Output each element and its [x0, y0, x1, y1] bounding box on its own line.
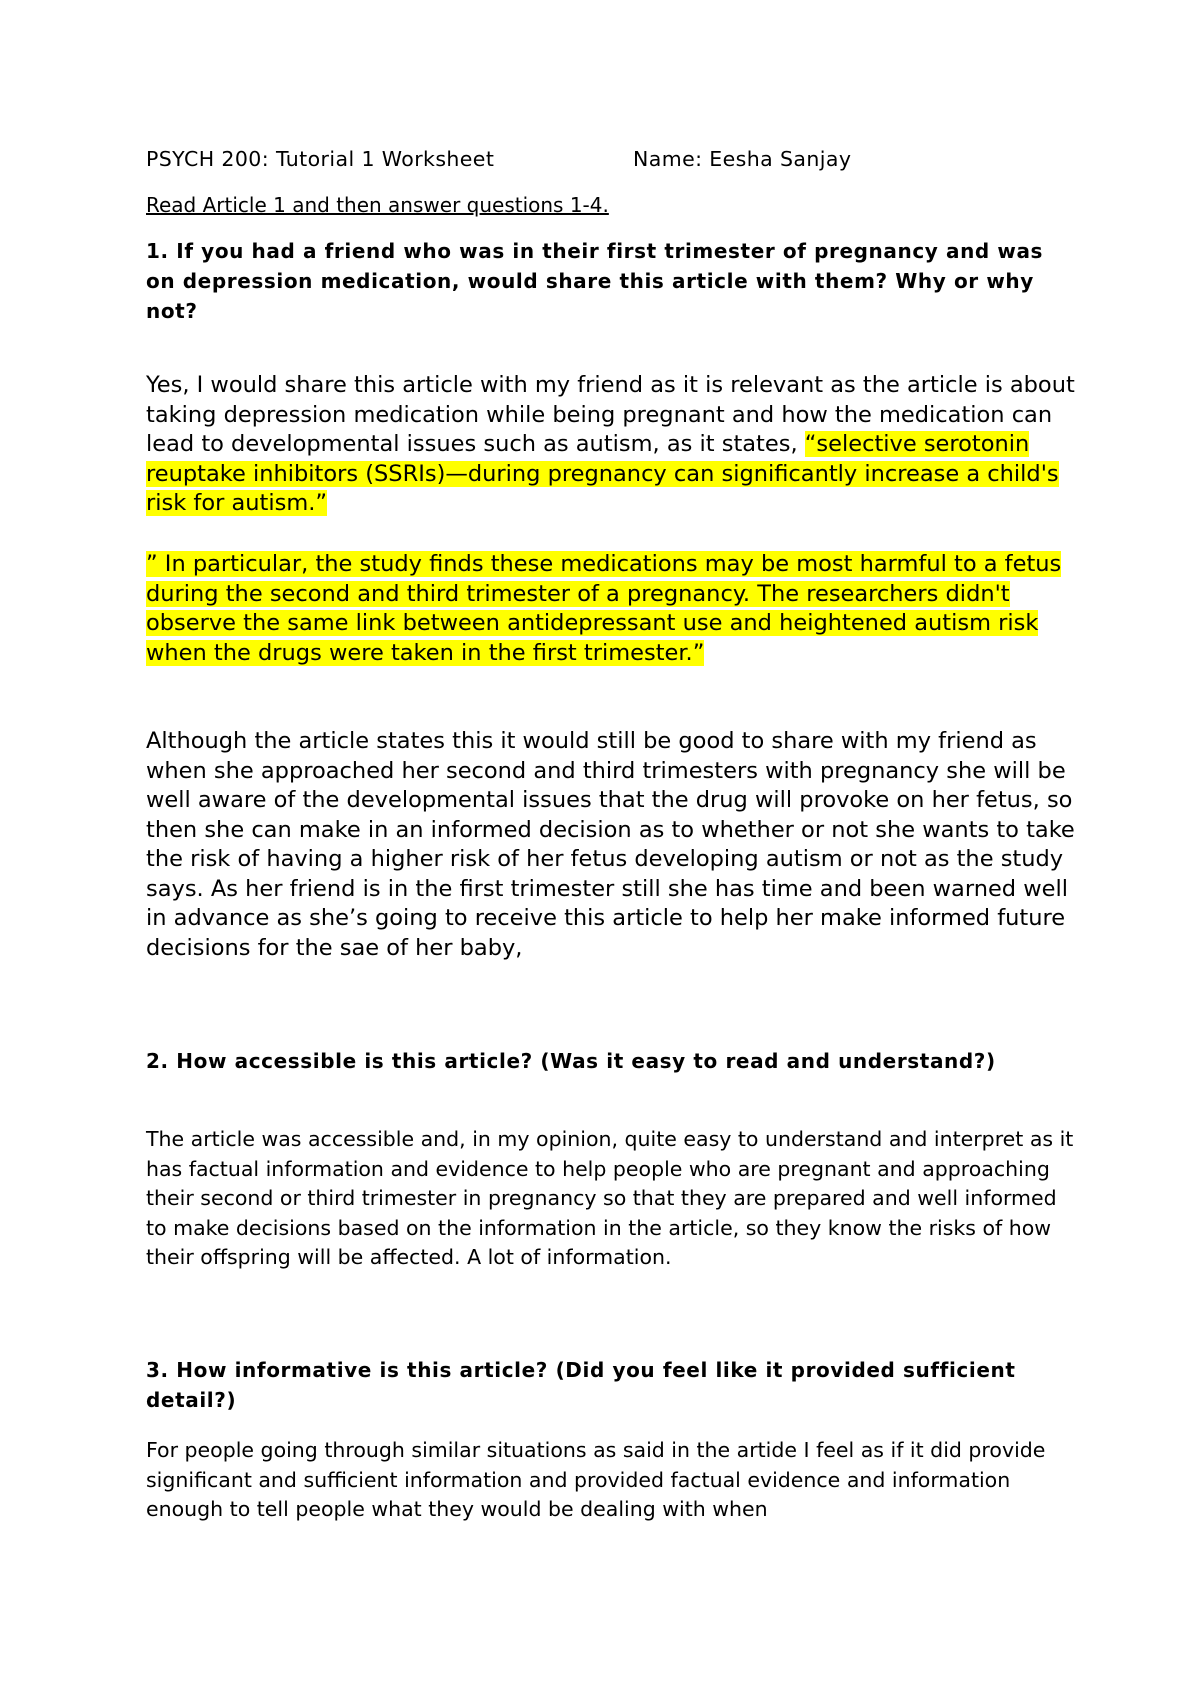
worksheet-title: PSYCH 200: Tutorial 1 Worksheet [146, 147, 495, 171]
answer-1-followup: Although the article states this it would still be good to share with my friend as when she approached her second and third trimesters with pregnancy she will be well aware of the developmental issues that the drug will provoke on her fetus, so then she can make in an informed decision as to whether or not she wants to take the risk of having a higher risk of her fetus developing autism or not as the study says. As her friend is in the first trimester still she has time and been warned well in advance as she’s going to receive this article to help her make informed future decisions for the sae of her baby, [146, 728, 1075, 961]
worksheet-header [146, 147, 852, 171]
answer-1-quote-block [146, 550, 1076, 668]
question-2: 2. How accessible is this article? (Was it easy to read and understand?) [146, 1049, 996, 1073]
student-name: Name: Eesha Sanjay [633, 147, 852, 171]
question-1: 1. If you had a friend who was in their first trimester of pregnancy and was on depression medication, would share this article with them? Why or why not? [146, 239, 1044, 323]
answer-3: For people going through similar situations as said in the artide I feel as if it did provide significant and sufficient information and provided factual evidence and information enough to tell people what they would be dealing with when [146, 1438, 1046, 1521]
reading-instruction: Read Article 1 and then answer questions 1-4. [146, 193, 609, 217]
highlighted-quote-1: “selective serotonin reuptake inhibitors (SSRIs)—during pregnancy can significantly increase a child's risk for autism.” [146, 431, 1059, 516]
answer-2: The article was accessible and, in my opinion, quite easy to understand and interpret as it has factual information and evidence to help people who are pregnant and approaching their second or third trimester in pregnancy so that they are prepared and well informed to make decisions based on the information in the article, so they know the risks of how their offspring will be affected. A lot of information. [146, 1127, 1074, 1269]
answer-1-intro [146, 371, 1076, 519]
answer-1-intro-text: Yes, I would share this article with my friend as it is relevant as the article is about taking depression medication while being pregnant and how the medication can lead to developmental issues such as autism, as it states, [146, 372, 1075, 457]
question-3: 3. How informative is this article? (Did you feel like it provided sufficient detail?) [146, 1358, 1016, 1412]
highlighted-quote-2: ” In particular, the study finds these medications may be most harmful to a fetus during the second and third trimester of a pregnancy. The researchers didn't observe the same link between antidepressant use and heightened autism risk when the drugs were taken in the first trimester.” [146, 551, 1062, 666]
